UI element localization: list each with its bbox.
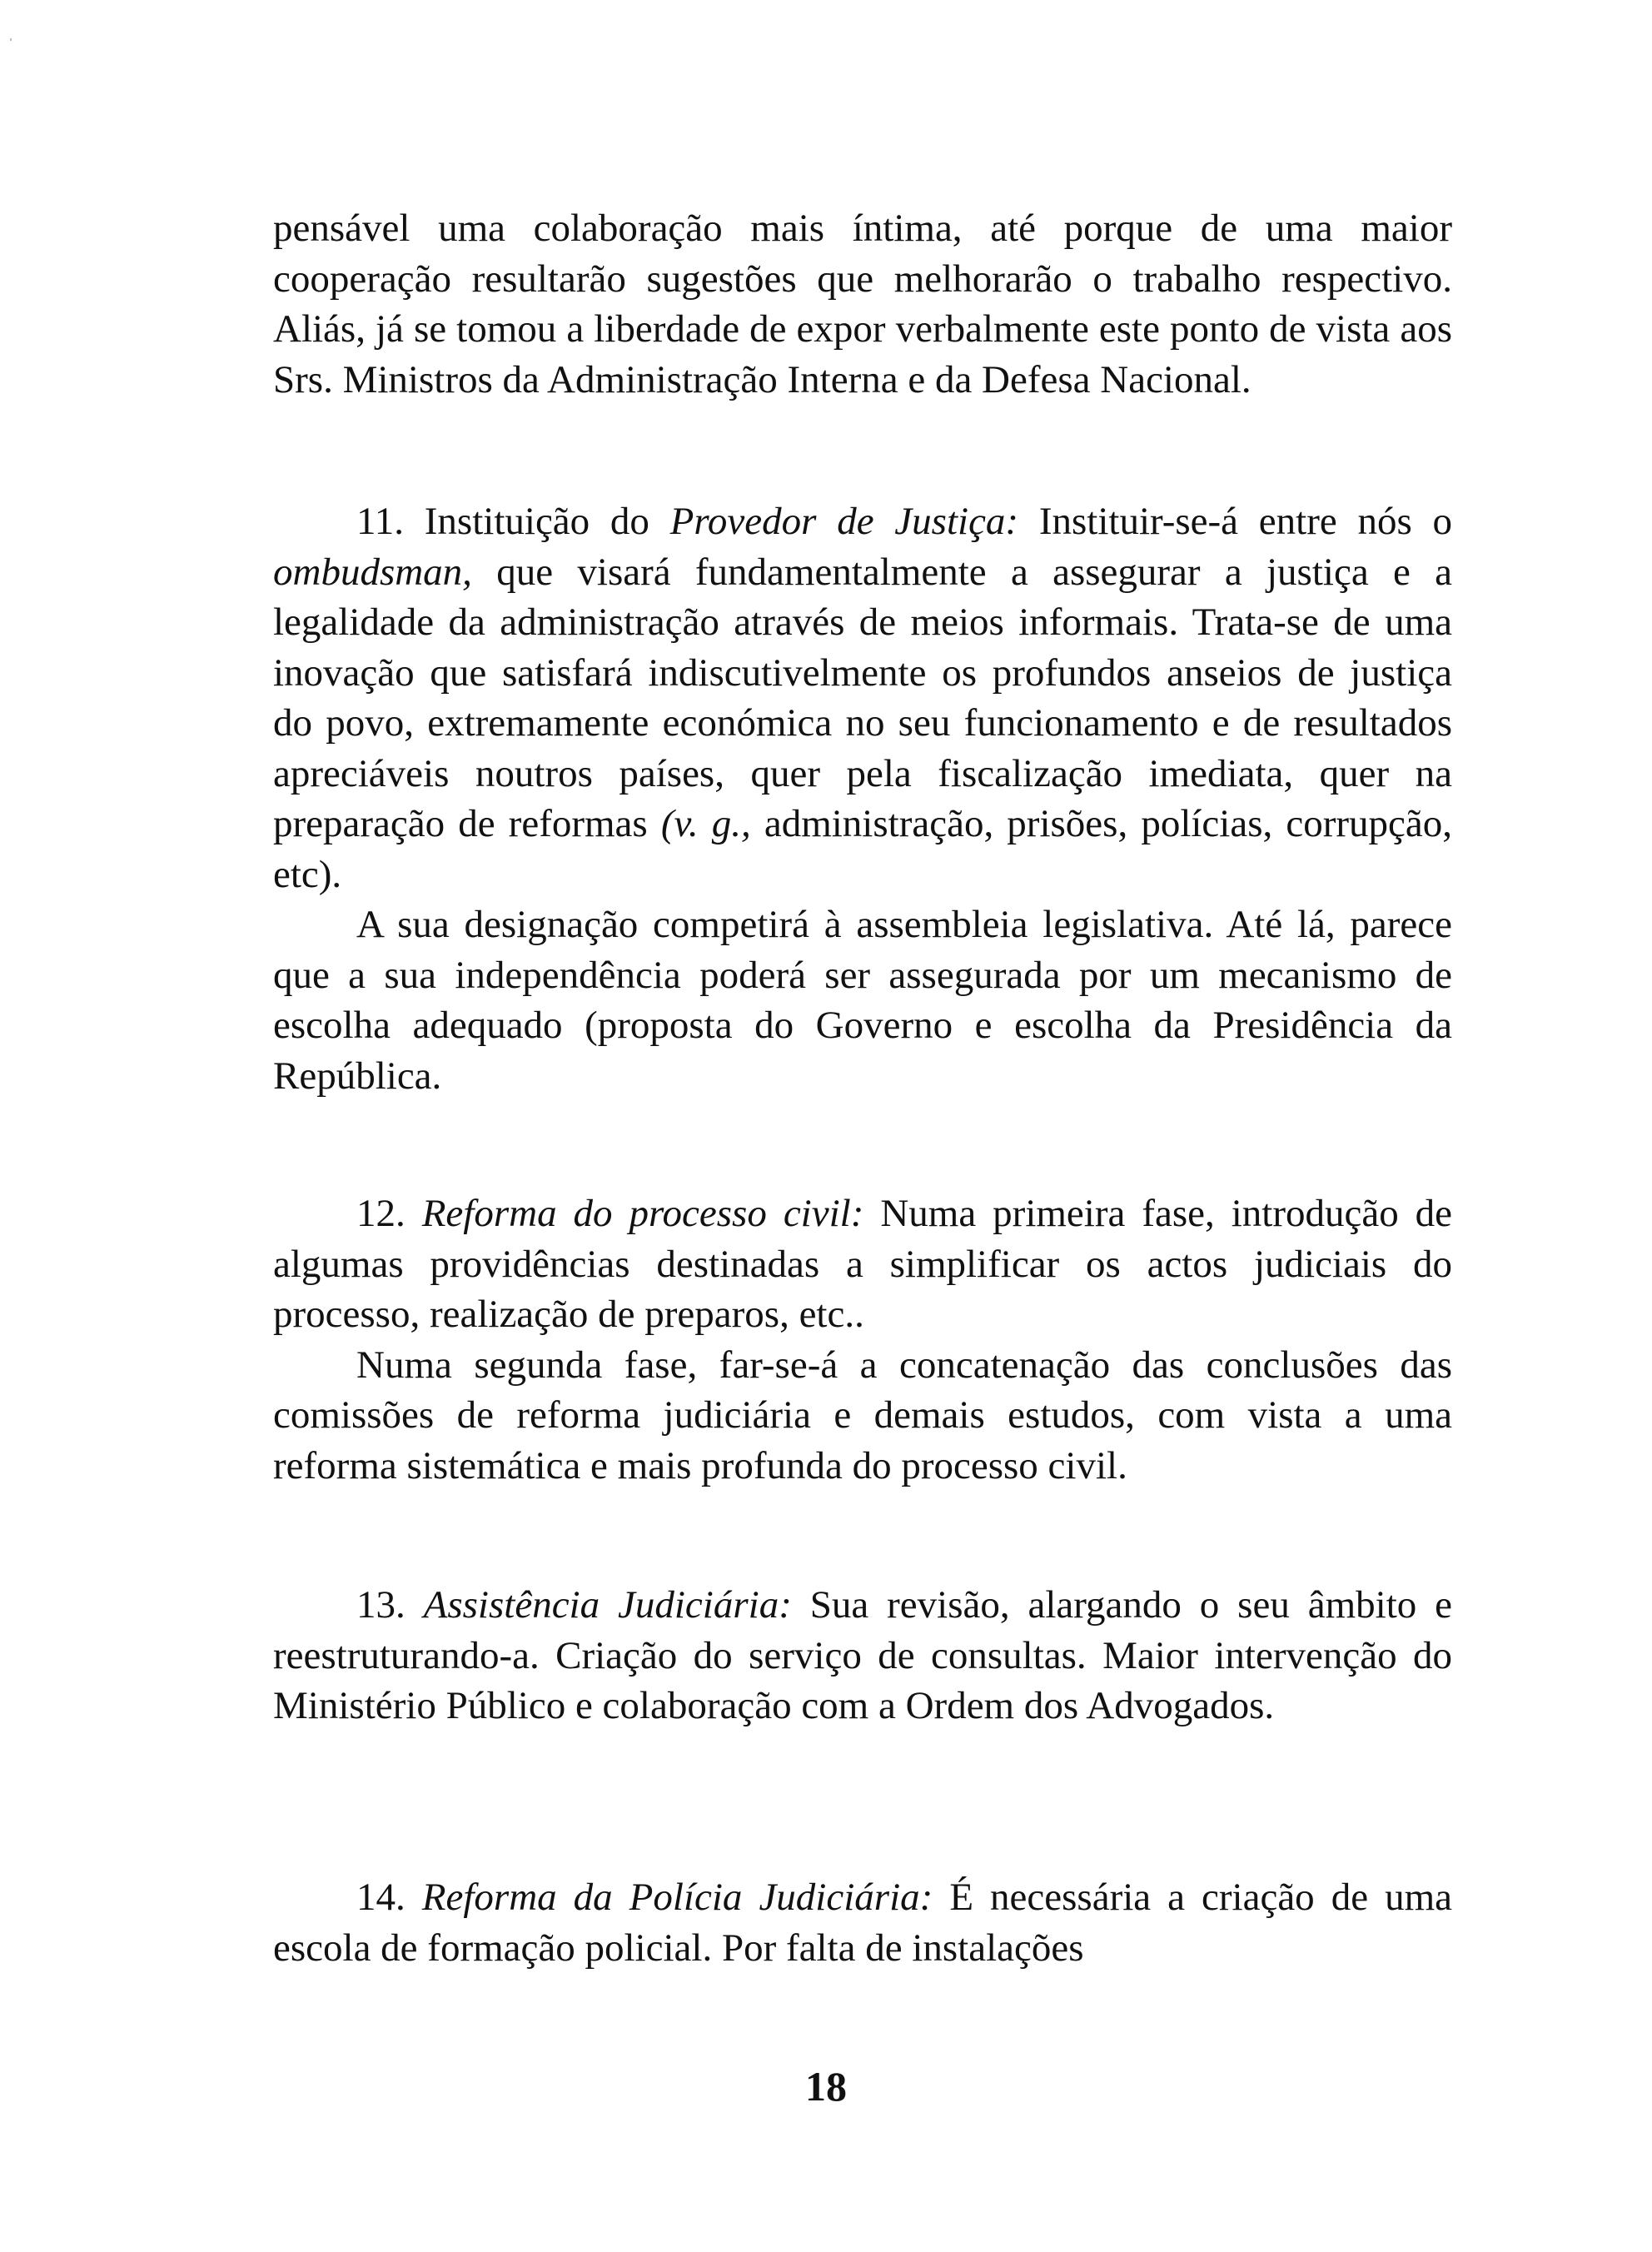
item-number: 11. xyxy=(356,500,405,543)
item-title: Provedor de Justiça: xyxy=(669,500,1019,543)
item-title: Reforma do processo civil: xyxy=(421,1192,864,1235)
item-body: Sua revisão, alargando o seu âmbito e reestruturando-a. Criação do serviço de consultas. Maior intervenção do Ministério Público e colaboração com a Ordem dos Advogados. xyxy=(273,1583,1452,1727)
item-body: Numa primeira fase, introdução de algumas providências destinadas a simplificar os actos judiciais do processo, realização de preparos, etc.. xyxy=(273,1192,1453,1336)
page-number: 18 xyxy=(805,2063,847,2110)
item-number: 14. xyxy=(356,1876,406,1919)
item-body-end: administração, prisões, polícias, corrupção, etc). xyxy=(273,802,1452,896)
item-title: Reforma da Polícia Judiciária: xyxy=(421,1876,933,1919)
item-body: Instituir-se-á entre nós o xyxy=(1038,500,1452,543)
paragraph-12-first xyxy=(273,1188,1452,1340)
paragraph-12 xyxy=(273,1188,1452,1491)
paragraph-11 xyxy=(273,496,1452,1101)
paragraph-12-second: Numa segunda fase, far-se-á a concatenação das conclusões das comissões de reforma judiciária e demais estudos, com vista a uma reforma sistemática e mais profunda do processo civil. xyxy=(273,1343,1452,1487)
paragraph-13-first xyxy=(273,1580,1452,1731)
item-number: 12. xyxy=(356,1192,406,1235)
paragraph-continuation xyxy=(273,203,1452,405)
item-body: É necessária a criação de uma escola de formação policial. Por falta de instalações xyxy=(273,1876,1453,1970)
paragraph-11-first xyxy=(273,496,1452,899)
item-number: 13. xyxy=(356,1583,406,1627)
item-title: Assistência Judiciária: xyxy=(423,1583,792,1627)
item-lead: Instituição do xyxy=(424,500,649,543)
paragraph-text: pensável uma colaboração mais íntima, até porque de uma maior cooperação resultarão sugestões que melhorarão o trabalho respectivo. Aliás, já se tomou a liberdade de expor verbalmente este ponto de vista aos Srs. Ministros da Administração Interna e da Defesa Nacional. xyxy=(273,207,1452,401)
item-italic-abbrev: (v. g., xyxy=(660,802,751,845)
scan-speck xyxy=(10,38,12,41)
item-italic-word: ombudsman, xyxy=(273,550,472,594)
paragraph-14-first xyxy=(273,1872,1452,1973)
item-body-after: que visará fundamentalmente a assegurar a justiça e a legalidade da administração através de meios informais. Trata-se de uma inovação que satisfará indiscutivelmente os profundos anseios de justiça do povo, extremamente económica no seu funcionamento e de resultados apreciáveis noutros países, quer pela fiscalização imediata, quer na preparação de reformas xyxy=(273,550,1452,845)
paragraph-13 xyxy=(273,1580,1452,1731)
paragraph-11-second: A sua designação competirá à assembleia legislativa. Até lá, parece que a sua independência poderá ser assegurada por um mecanismo de escolha adequado (proposta do Governo e escolha da Presidência da República. xyxy=(273,903,1452,1098)
paragraph-14 xyxy=(273,1872,1452,1973)
